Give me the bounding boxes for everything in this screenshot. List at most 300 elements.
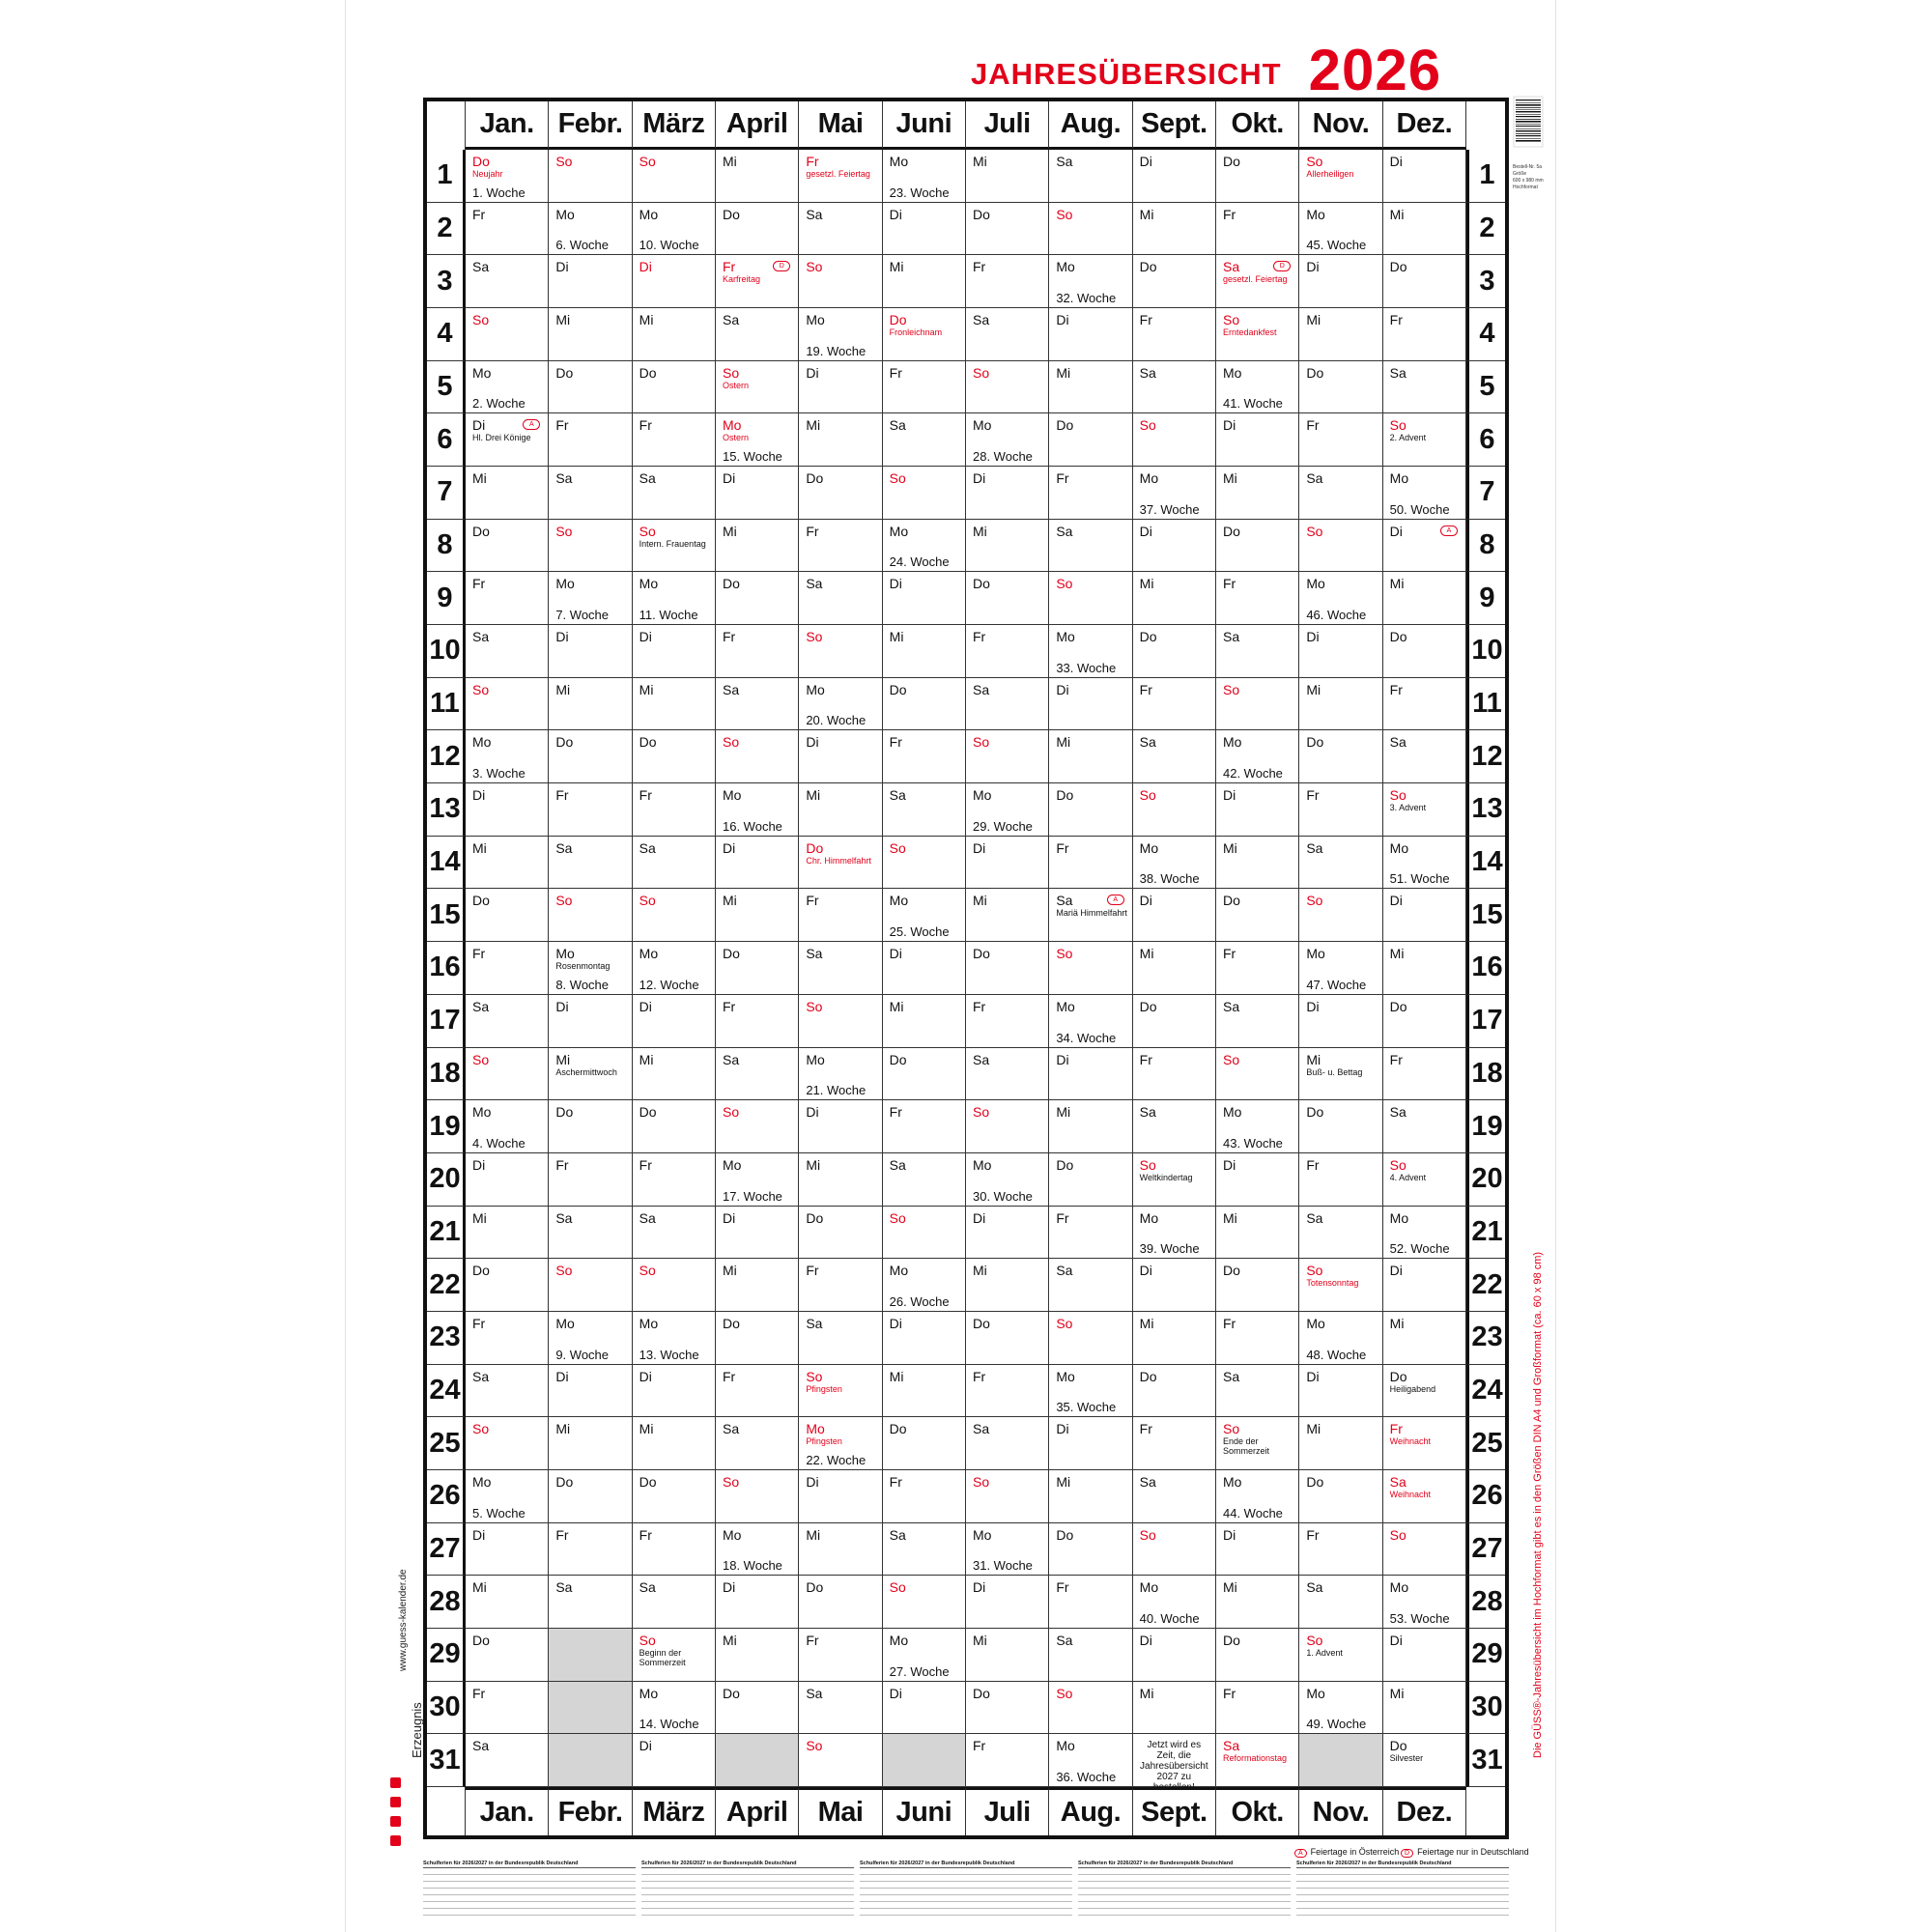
weekday-label: Sa [639,470,656,487]
day-cell [1216,1470,1299,1523]
weekday-label: Mi [973,893,987,909]
weekday-label: Di [806,1473,819,1490]
day-cell [1299,467,1382,520]
weekday-label: Do [1389,1368,1407,1384]
weekday-label: Sa [973,1051,990,1067]
day-cell [633,1734,716,1787]
weekday-label: Mo [889,1263,909,1279]
week-number: 31. Woche [973,1558,1033,1574]
school-holidays-row [423,1877,636,1882]
day-cell [633,889,716,942]
school-holidays-row [641,1897,854,1902]
weekday-label: Di [472,787,486,804]
day-cell [633,150,716,203]
day-number: 25 [1466,1417,1505,1470]
weekday-label: Sa [1139,364,1156,381]
week-number: 50. Woche [1389,501,1450,517]
weekday-label: Mo [723,417,742,434]
day-cell [716,1312,799,1365]
weekday-label: Sa [639,1579,656,1596]
weekday-label: Fr [973,259,986,275]
day-cell [466,150,549,203]
day-cell [466,572,549,625]
day-cell [1133,1682,1216,1735]
day-cell [1216,203,1299,256]
weekday-label: Fr [639,417,652,434]
day-number: 7 [427,467,466,520]
weekday-label: Mo [472,1104,492,1121]
weekday-label: Do [1056,1156,1074,1173]
day-cell [883,730,966,783]
weekday-label: Do [723,1315,740,1331]
day-cell [1383,1629,1466,1682]
weekday-label: Di [555,259,569,275]
weekday-label: Mo [806,1421,825,1437]
weekday-label: Do [806,839,824,856]
weekday-label: So [806,259,823,275]
day-cell [966,520,1049,573]
day-cell [549,1365,632,1418]
day-number: 27 [1466,1523,1505,1577]
day-cell [799,572,882,625]
day-cell [1133,1576,1216,1629]
weekday-label: So [1306,523,1323,539]
weekday-label: Do [555,364,574,381]
day-cell [466,1629,549,1682]
page-title [971,37,1441,103]
weekday-label: Mo [806,1051,825,1067]
holiday-label: Ostern [723,433,750,443]
school-holidays-row [641,1890,854,1895]
day-number: 6 [427,413,466,467]
side-url: www.guess-kalender.de [398,1569,409,1671]
school-holidays-block [423,1861,636,1915]
weekday-label: Mo [889,523,909,539]
day-cell [1299,1048,1382,1101]
day-cell [1049,1417,1132,1470]
week-number: 38. Woche [1139,871,1200,887]
day-cell [549,1576,632,1629]
week-number: 21. Woche [806,1083,867,1098]
day-cell [1133,150,1216,203]
day-cell [466,1048,549,1101]
weekday-label: Mo [555,576,575,592]
day-cell [1216,1153,1299,1207]
day-cell [883,1629,966,1682]
day-cell [1383,889,1466,942]
weekday-label: So [723,1104,740,1121]
weekday-label: Fr [1056,1579,1069,1596]
austria-mark: A [523,419,540,430]
day-cell [966,1100,1049,1153]
day-cell [549,255,632,308]
weekday-label: Di [1139,154,1152,169]
weekday-label: So [1056,946,1073,962]
school-holidays-row [1078,1897,1291,1902]
day-cell [1049,625,1132,678]
weekday-label: Sa [806,946,823,962]
weekday-label: So [1306,154,1323,169]
day-cell [549,995,632,1048]
weekday-label: Mo [1056,259,1075,275]
day-cell [716,837,799,890]
week-number: 51. Woche [1389,871,1450,887]
day-cell [549,308,632,361]
weekday-label: Do [1306,1104,1324,1121]
weekday-label: Mi [639,1421,654,1437]
school-holidays-row [641,1884,854,1889]
weekday-label: Mo [1389,839,1409,856]
day-cell [716,1682,799,1735]
weekday-label: Fr [806,893,819,909]
weekday-label: Mo [723,787,742,804]
day-cell [1299,1100,1382,1153]
day-cell [799,467,882,520]
weekday-label: Do [973,576,990,592]
weekday-label: Mo [639,1315,659,1331]
day-cell [1133,361,1216,414]
day-cell [633,995,716,1048]
day-cell [1216,783,1299,837]
weekday-label: Sa [1306,1209,1323,1226]
week-number: 26. Woche [889,1293,950,1309]
weekday-label: So [806,629,823,645]
weekday-label: Sa [806,1685,823,1701]
day-cell [1049,1629,1132,1682]
school-holidays-row [641,1911,854,1916]
day-cell [633,1576,716,1629]
day-cell [633,837,716,890]
month-header: Febr. [549,101,632,150]
weekday-label: Fr [1223,1685,1236,1701]
day-cell [799,1048,882,1101]
day-cell [1299,255,1382,308]
weekday-label: Di [889,1685,902,1701]
holiday-label: Ende der Sommerzeit [1223,1436,1270,1457]
day-cell [1216,1312,1299,1365]
weekday-label: Sa [973,1421,990,1437]
holiday-label: Weihnacht [1389,1436,1432,1447]
day-cell [549,1259,632,1312]
weekday-label: So [723,1473,740,1490]
school-holidays-row [860,1870,1072,1875]
holiday-label: Silvester [1389,1753,1424,1764]
weekday-label: Fr [555,1156,569,1173]
weekday-label: So [639,1632,656,1648]
day-cell [716,1365,799,1418]
weekday-label: Fr [723,998,736,1014]
weekday-label: Do [723,1685,740,1701]
grid-corner [1466,1787,1505,1835]
day-cell [1133,889,1216,942]
weekday-label: Mi [555,1421,571,1437]
weekday-label: So [1139,1156,1156,1173]
day-cell [633,625,716,678]
day-number: 11 [1466,678,1505,731]
day-cell [1216,1734,1299,1787]
day-cell [799,942,882,995]
weekday-label: Mo [1306,946,1325,962]
weekday-label: Di [889,946,902,962]
day-cell [1133,1048,1216,1101]
weekday-label: Mo [1389,1209,1409,1226]
weekday-label: Mi [555,681,571,697]
day-cell [1299,572,1382,625]
week-number: 30. Woche [973,1188,1033,1204]
day-cell [716,1523,799,1577]
weekday-label: So [555,1263,573,1279]
week-number: 46. Woche [1306,608,1367,623]
day-cell [966,1523,1049,1577]
month-header: Juli [966,101,1049,150]
day-cell [1216,625,1299,678]
day-cell [1133,572,1216,625]
week-number: 48. Woche [1306,1347,1367,1362]
holiday-label: Aschermittwoch [555,1066,617,1077]
day-cell [966,678,1049,731]
weekday-label: Di [1223,417,1236,434]
holiday-label: Karfreitag [723,274,761,285]
day-cell [1133,1417,1216,1470]
day-cell [1383,678,1466,731]
weekday-label: Do [1056,1526,1074,1543]
day-cell [1049,1100,1132,1153]
weekday-label: Mo [1139,1579,1159,1596]
weekday-label: Sa [1056,523,1073,539]
day-cell [633,678,716,731]
day-number: 3 [1466,255,1505,308]
day-cell [1299,1682,1382,1735]
week-number: 23. Woche [889,185,950,200]
day-cell [633,730,716,783]
day-cell [716,625,799,678]
day-cell [633,1682,716,1735]
day-cell [1383,1417,1466,1470]
weekday-label: Mi [806,787,821,804]
weekday-label: Sa [1056,1632,1073,1648]
empty-day-cell [883,1734,966,1787]
day-number: 18 [1466,1048,1505,1101]
weekday-label: Mi [806,1156,821,1173]
holiday-label: 2. Advent [1389,433,1427,443]
weekday-label: Mo [472,734,492,751]
week-number: 4. Woche [472,1135,526,1151]
day-cell [966,995,1049,1048]
day-cell [1049,889,1132,942]
day-cell [1133,1523,1216,1577]
weekday-label: Fr [973,1368,986,1384]
day-cell [1133,1153,1216,1207]
day-cell [466,1417,549,1470]
day-number: 21 [1466,1207,1505,1260]
calendar-grid [423,98,1509,1839]
day-cell [1383,572,1466,625]
weekday-label: Mi [639,312,654,328]
week-number: 37. Woche [1139,501,1200,517]
day-number: 20 [427,1153,466,1207]
day-cell [466,783,549,837]
day-cell [633,1312,716,1365]
day-cell [549,150,632,203]
day-cell [966,1470,1049,1523]
weekday-label: Fr [973,1738,986,1754]
weekday-label: Fr [889,1104,902,1121]
weekday-label: Do [555,734,574,751]
day-cell [466,1312,549,1365]
day-cell [1133,837,1216,890]
school-holidays-row [1078,1911,1291,1916]
day-cell [716,255,799,308]
weekday-label: Do [472,1263,490,1279]
week-number: 53. Woche [1389,1610,1450,1626]
weekday-label: Mi [1389,1685,1405,1701]
day-cell [883,1153,966,1207]
day-cell [1383,1207,1466,1260]
weekday-label: So [973,1473,990,1490]
day-number: 17 [427,995,466,1048]
weekday-label: Do [1056,787,1074,804]
week-number: 14. Woche [639,1717,699,1732]
holiday-label: Buß- u. Bettag [1306,1066,1363,1077]
day-cell [966,1365,1049,1418]
day-cell [1216,361,1299,414]
day-number: 21 [427,1207,466,1260]
day-cell [1133,1100,1216,1153]
weekday-label: Do [1223,893,1240,909]
weekday-label: Mi [1056,1104,1071,1121]
weekday-label: Sa [806,1315,823,1331]
day-cell [1299,1207,1382,1260]
weekday-label: Fr [1306,1156,1320,1173]
day-number: 25 [427,1417,466,1470]
day-cell [799,361,882,414]
day-cell [716,203,799,256]
day-cell [1383,942,1466,995]
school-holidays-title: Schulferien für 2026/2027 in der Bundesrepublik Deutschland [1078,1861,1291,1868]
day-cell [716,1470,799,1523]
weekday-label: Fr [1139,1421,1152,1437]
weekday-label: So [555,893,573,909]
weekday-label: Di [1389,1263,1403,1279]
day-cell [966,1734,1049,1787]
day-cell [1383,1365,1466,1418]
empty-day-cell [549,1629,632,1682]
day-cell [466,678,549,731]
day-cell [883,467,966,520]
week-number: 47. Woche [1306,977,1367,992]
school-holidays-row [860,1884,1072,1889]
weekday-label: Mo [723,1156,742,1173]
grid-corner [1466,101,1505,150]
day-cell [466,1207,549,1260]
day-cell [1383,361,1466,414]
school-holidays-row [1078,1884,1291,1889]
day-cell [549,678,632,731]
weekday-label: Fr [1056,839,1069,856]
day-cell [799,520,882,573]
day-cell [1133,783,1216,837]
weekday-label: Di [1223,787,1236,804]
day-cell [1299,783,1382,837]
day-cell [466,520,549,573]
weekday-label: So [555,523,573,539]
day-cell [1216,1576,1299,1629]
day-cell [1133,203,1216,256]
day-number: 30 [427,1682,466,1735]
day-cell [1216,1100,1299,1153]
day-cell [1299,889,1382,942]
week-number: 41. Woche [1223,396,1283,412]
weekday-label: So [1056,576,1073,592]
weekday-label: Mi [1389,576,1405,592]
weekday-label: Mo [973,417,992,434]
week-number: 35. Woche [1056,1400,1117,1415]
day-cell [716,361,799,414]
day-number: 24 [1466,1365,1505,1418]
day-cell [883,1523,966,1577]
day-cell [1049,308,1132,361]
day-cell [1383,1523,1466,1577]
day-cell [799,995,882,1048]
day-cell [633,308,716,361]
day-cell [799,1682,882,1735]
weekday-label: Sa [555,1209,573,1226]
weekday-label: Mi [1139,206,1154,222]
weekday-label: Mi [472,839,487,856]
weekday-label: Di [1306,998,1320,1014]
day-cell [966,1259,1049,1312]
school-holidays-block [641,1861,854,1915]
empty-day-cell [716,1734,799,1787]
holiday-label: Erntedankfest [1223,327,1277,338]
day-cell [466,1100,549,1153]
school-holidays-row [1296,1904,1509,1909]
weekday-label: Fr [806,1632,819,1648]
day-cell [1049,1048,1132,1101]
weekday-label: Mi [1056,364,1071,381]
weekday-label: Sa [1306,839,1323,856]
weekday-label: Mi [1056,734,1071,751]
day-number: 6 [1466,413,1505,467]
week-number: 42. Woche [1223,766,1283,781]
weekday-label: Fr [472,576,486,592]
weekday-label: So [889,1579,906,1596]
day-cell [716,783,799,837]
day-cell [549,783,632,837]
weekday-label: Mo [555,1315,575,1331]
day-number: 11 [427,678,466,731]
weekday-label: Do [889,1421,907,1437]
day-cell [799,1365,882,1418]
day-cell [466,1576,549,1629]
day-cell [1049,1523,1132,1577]
day-cell [883,255,966,308]
weekday-label: So [639,523,656,539]
week-number: 17. Woche [723,1188,782,1204]
weekday-label: Mi [472,1579,487,1596]
day-cell [466,889,549,942]
weekday-label: Sa [806,206,823,222]
day-cell [1299,1365,1382,1418]
day-number: 28 [1466,1576,1505,1629]
day-cell [1383,203,1466,256]
weekday-label: Di [1389,1632,1403,1648]
day-cell [1049,203,1132,256]
month-header: April [716,1787,799,1835]
school-holidays-block [1078,1861,1291,1915]
weekday-label: Sa [472,629,490,645]
day-cell [799,1153,882,1207]
